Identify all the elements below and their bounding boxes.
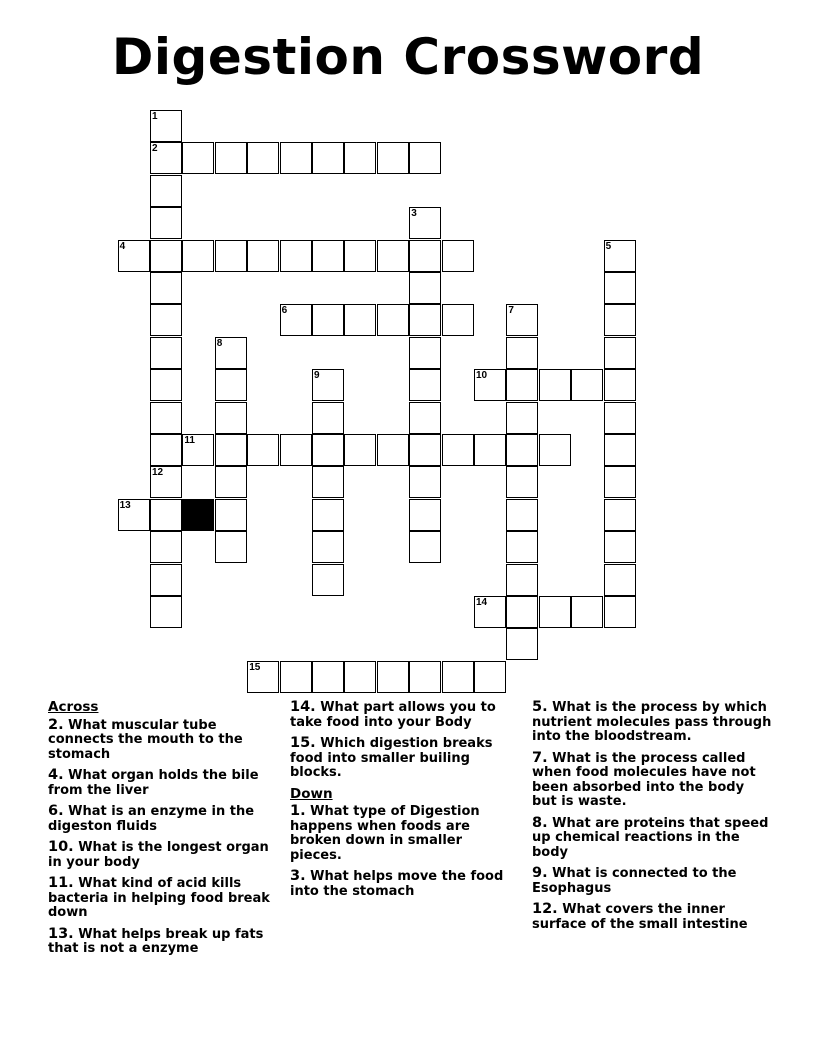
grid-cell[interactable] (506, 564, 538, 596)
clue-column-3 (532, 700, 772, 938)
clue-column-1 (48, 700, 276, 963)
grid-cell[interactable] (215, 337, 247, 369)
grid-cell[interactable] (442, 661, 474, 693)
clue-number: 6 (281, 305, 288, 317)
grid-cell[interactable] (150, 272, 182, 304)
grid-cell[interactable] (604, 499, 636, 531)
grid-cell[interactable] (247, 434, 279, 466)
grid-cell[interactable] (150, 369, 182, 401)
grid-cell[interactable] (604, 337, 636, 369)
down-heading: Down (290, 785, 333, 802)
clue-number: 13 (119, 499, 131, 511)
grid-cell[interactable] (604, 466, 636, 498)
clue-across-15: 15. Which digestion breaks food into smaller builing blocks. (290, 735, 493, 780)
grid-cell[interactable] (604, 402, 636, 434)
clue-down-5: 5. What is the process by which nutrient molecules pass through into the bloodstream. (532, 699, 772, 744)
clue-down-12: 12. What covers the inner surface of the small intestine (532, 901, 748, 932)
grid-cell[interactable] (150, 142, 182, 174)
clue-number: 10 (476, 370, 488, 382)
grid-cell[interactable] (377, 240, 409, 272)
grid-cell[interactable] (150, 304, 182, 336)
grid-cell[interactable] (344, 240, 376, 272)
grid-cell[interactable] (312, 369, 344, 401)
grid-cell[interactable] (215, 240, 247, 272)
grid-cell[interactable] (571, 596, 603, 628)
grid-cell[interactable] (312, 402, 344, 434)
clue-down-3: 3. What helps move the food into the stomach (290, 868, 504, 899)
grid-cell[interactable] (571, 369, 603, 401)
grid-cell[interactable] (409, 369, 441, 401)
clue-across-2: 2. What muscular tube connects the mouth to the stomach (48, 716, 243, 762)
grid-cell[interactable] (506, 337, 538, 369)
grid-cell[interactable] (312, 531, 344, 563)
clue-down-7: 7. What is the process called when food molecules have not been absorbed into the body but is waste. (532, 749, 756, 809)
grid-cell[interactable] (409, 402, 441, 434)
clue-across-11: 11. What kind of acid kills bacteria in helping food break down (48, 875, 270, 920)
grid-cell[interactable] (344, 142, 376, 174)
clue-across-6: 6. What is an enzyme in the digeston fluids (48, 803, 255, 834)
grid-cell[interactable] (182, 434, 214, 466)
grid-cell[interactable] (409, 337, 441, 369)
grid-black-cell (182, 499, 214, 531)
clue-number: 15 (249, 661, 261, 673)
grid-cell[interactable] (312, 466, 344, 498)
grid-cell[interactable] (409, 661, 441, 693)
grid-cell[interactable] (604, 272, 636, 304)
grid-cell[interactable] (280, 304, 312, 336)
grid-cell[interactable] (280, 434, 312, 466)
grid-cell[interactable] (377, 434, 409, 466)
grid-cell[interactable] (247, 240, 279, 272)
grid-cell[interactable] (604, 240, 636, 272)
grid-cell[interactable] (506, 434, 538, 466)
grid-cell[interactable] (118, 240, 150, 272)
grid-cell[interactable] (604, 434, 636, 466)
grid-cell[interactable] (409, 499, 441, 531)
clue-number: 3 (411, 208, 417, 220)
grid-cell[interactable] (604, 304, 636, 336)
clue-down-8: 8. What are proteins that speed up chemical reactions in the body (532, 814, 769, 860)
grid-cell[interactable] (312, 434, 344, 466)
grid-cell[interactable] (280, 661, 312, 693)
clue-number: 14 (476, 597, 488, 608)
grid-cell[interactable] (312, 499, 344, 531)
grid-cell[interactable] (215, 369, 247, 401)
clue-down-9: 9. What is connected to the Esophagus (532, 865, 737, 896)
clue-number: 12 (152, 467, 164, 479)
clue-number: 9 (314, 370, 320, 382)
grid-cell[interactable] (377, 142, 409, 174)
clue-across-4: 4. What organ holds the bile from the liver (48, 767, 259, 798)
grid-cell[interactable] (506, 499, 538, 531)
grid-cell[interactable] (409, 207, 441, 239)
clue-across-13: 13. What helps break up fats that is not a enzyme (48, 925, 264, 956)
grid-cell[interactable] (150, 402, 182, 434)
grid-cell[interactable] (442, 240, 474, 272)
grid-cell[interactable] (506, 466, 538, 498)
grid-cell[interactable] (442, 304, 474, 336)
grid-cell[interactable] (474, 596, 506, 628)
grid-cell[interactable] (409, 304, 441, 336)
grid-cell[interactable] (506, 596, 538, 628)
grid-cell[interactable] (150, 466, 182, 498)
grid-cell[interactable] (604, 531, 636, 563)
clue-column-2 (290, 700, 518, 905)
grid-cell[interactable] (474, 369, 506, 401)
grid-cell[interactable] (409, 531, 441, 563)
grid-cell[interactable] (215, 499, 247, 531)
clue-number: 8 (216, 337, 223, 349)
clue-number: 4 (119, 240, 126, 252)
clue-number: 11 (184, 435, 195, 446)
grid-cell[interactable] (247, 661, 279, 693)
grid-cell[interactable] (312, 240, 344, 272)
grid-cell[interactable] (344, 661, 376, 693)
grid-cell[interactable] (150, 434, 182, 466)
grid-cell[interactable] (604, 596, 636, 628)
grid-cell[interactable] (150, 207, 182, 239)
grid-cell[interactable] (118, 499, 150, 531)
grid-cell[interactable] (539, 434, 571, 466)
grid-cell[interactable] (150, 564, 182, 596)
grid-cell[interactable] (409, 272, 441, 304)
grid-cell[interactable] (215, 434, 247, 466)
grid-cell[interactable] (247, 142, 279, 174)
grid-cell[interactable] (506, 531, 538, 563)
grid-cell[interactable] (377, 661, 409, 693)
grid-cell[interactable] (409, 142, 441, 174)
grid-cell[interactable] (344, 434, 376, 466)
page-title: Digestion Crossword (111, 28, 705, 86)
across-heading: Across (48, 699, 99, 715)
grid-cell[interactable] (312, 564, 344, 596)
grid-cell[interactable] (215, 531, 247, 563)
grid-cell[interactable] (604, 369, 636, 401)
grid-cell[interactable] (280, 240, 312, 272)
grid-cell[interactable] (344, 304, 376, 336)
grid-cell[interactable] (474, 661, 506, 693)
grid-cell[interactable] (215, 466, 247, 498)
clue-down-1: 1. What type of Digestion happens when foods are broken down in smaller pieces. (290, 803, 480, 863)
grid-cell[interactable] (150, 337, 182, 369)
clue-across-14: 14. What part allows you to take food into your Body (290, 699, 496, 730)
grid-cell[interactable] (377, 304, 409, 336)
grid-cell[interactable] (474, 434, 506, 466)
grid-cell[interactable] (182, 142, 214, 174)
grid-cell[interactable] (409, 240, 441, 272)
grid-cell[interactable] (215, 142, 247, 174)
grid-cell[interactable] (409, 466, 441, 498)
clue-number: 5 (605, 240, 612, 252)
grid-cell[interactable] (409, 434, 441, 466)
grid-cell[interactable] (506, 369, 538, 401)
grid-cell[interactable] (150, 240, 182, 272)
grid-cell[interactable] (215, 402, 247, 434)
clue-number: 7 (508, 305, 514, 317)
grid-cell[interactable] (506, 304, 538, 336)
grid-cell[interactable] (442, 434, 474, 466)
grid-cell[interactable] (312, 142, 344, 174)
grid-cell[interactable] (506, 402, 538, 434)
grid-cell[interactable] (150, 596, 182, 628)
grid-cell[interactable] (150, 110, 182, 142)
grid-cell[interactable] (280, 142, 312, 174)
grid-cell[interactable] (506, 628, 538, 660)
grid-cell[interactable] (150, 531, 182, 563)
grid-cell[interactable] (312, 661, 344, 693)
grid-cell[interactable] (539, 369, 571, 401)
clue-across-10: 10. What is the longest organ in your body (48, 839, 269, 870)
grid-cell[interactable] (539, 596, 571, 628)
grid-cell[interactable] (150, 175, 182, 207)
grid-cell[interactable] (182, 240, 214, 272)
grid-cell[interactable] (312, 304, 344, 336)
clue-number: 2 (152, 143, 158, 155)
grid-cell[interactable] (150, 499, 182, 531)
clue-number: 1 (152, 111, 158, 122)
grid-cell[interactable] (604, 564, 636, 596)
